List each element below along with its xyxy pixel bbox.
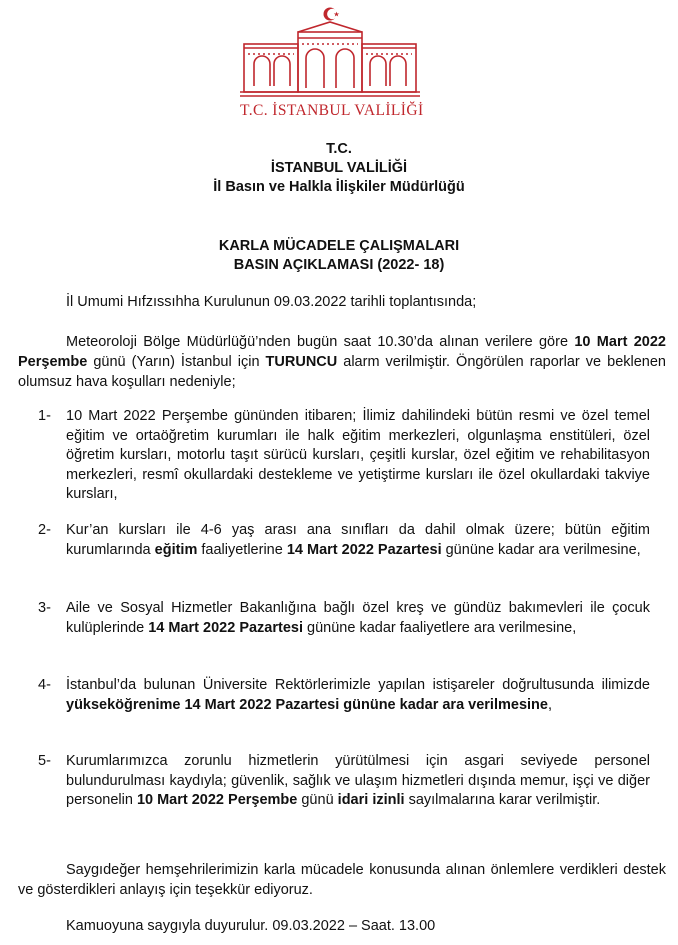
header-mudurluk: İl Basın ve Halkla İlişkiler Müdürlüğü bbox=[213, 179, 465, 195]
list-number: 5- bbox=[38, 753, 51, 769]
list-text: Aile ve Sosyal Hizmetler Bakanlığına bağlı özel kreş ve gündüz bakımevleri ile çocuk kulüplerinde 14 Mart 2022 Pazartesi gününe kadar faaliyetlere ara verilmesine, bbox=[66, 600, 650, 636]
closing-text: Saygıdeğer hemşehrilerimizin karla mücadele konusunda alınan önlemlere verdikleri destek ve gösterdikleri anlayış için teşekkür ediyoruz. bbox=[18, 862, 666, 898]
list-text: Kurumlarımızca zorunlu hizmetlerin yürütülmesi için asgari seviyede personel bulundurulması kaydıyla; güvenlik, sağlık ve ulaşım hizmetleri dışında memur, işçi ve diğer personelin 10 Mart 2022 Perşembe günü idari izinli sayılmalarına karar verilmiştir. bbox=[66, 753, 650, 808]
list-number: 3- bbox=[38, 600, 51, 616]
header-valilik: İSTANBUL VALİLİĞİ bbox=[270, 160, 408, 176]
list-number: 2- bbox=[38, 522, 51, 538]
header-tc: T.C. bbox=[326, 141, 352, 157]
paragraph-alarm: Meteoroloji Bölge Müdürlüğü’nden bugün saat 10.30’da alınan verilere göre 10 Mart 2022 Perşembe günü (Yarın) İstanbul için TURUNCU alarm verilmiştir. Öngörülen raporlar ve beklenen olumsuz hava koşulları nedeniyle; bbox=[18, 334, 666, 390]
building-icon bbox=[240, 2, 420, 102]
logo-text: T.C. İSTANBUL VALİLİĞİ bbox=[240, 102, 424, 119]
signoff-text: Kamuoyuna saygıyla duyurulur. 09.03.2022 – Saat. 13.00 bbox=[66, 918, 436, 934]
list-text: 10 Mart 2022 Perşembe gününden itibaren; İlimiz dahilindeki bütün resmi ve özel temel eğitim ve ortaöğretim kurumları ile halk eğitim merkezleri, olgunlaşma enstitüleri, özel öğretim kursları, motorlu taşıt sürücü kursları, çeşitli kurslar, özel eğitim ve rehabilitasyon merkezleri, resmî okullardaki destekleme ve yetiştirme kursları ile özel okullardaki takviye kursları, bbox=[66, 408, 650, 502]
list-number: 1- bbox=[38, 408, 51, 424]
intro-text: İl Umumi Hıfzıssıhha Kurulunun 09.03.2022 tarihli toplantısında; bbox=[66, 294, 477, 310]
list-text: Kur’an kursları ile 4-6 yaş arası ana sınıfları da dahil olmak üzere; bütün eğitim kurumlarında eğitim faaliyetlerine 14 Mart 2022 Pazartesi gününe kadar ara verilmesine, bbox=[66, 522, 650, 558]
title-line1: KARLA MÜCADELE ÇALIŞMALARI bbox=[218, 238, 460, 254]
list-number: 4- bbox=[38, 677, 51, 693]
istanbul-valiligi-logo bbox=[240, 2, 424, 120]
title-line2: BASIN AÇIKLAMASI (2022- 18) bbox=[233, 257, 445, 273]
list-text: İstanbul’da bulunan Üniversite Rektörlerimizle yapılan istişareler doğrultusunda ilimizde yükseköğrenime 14 Mart 2022 Pazartesi gününe kadar ara verilmesine, bbox=[66, 677, 650, 713]
